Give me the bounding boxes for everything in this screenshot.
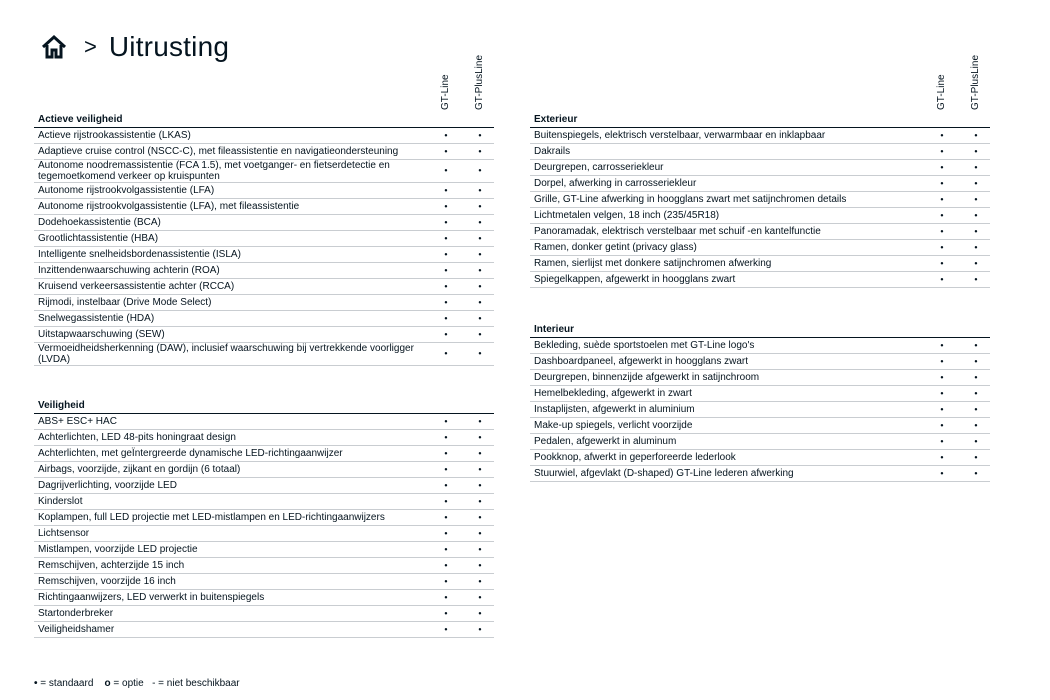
table-row: [530, 434, 990, 450]
legend: [34, 678, 240, 689]
cell-gt-line: •: [444, 165, 448, 176]
cell-gt-line: •: [940, 404, 944, 414]
row-label: Grootlichtassistentie (HBA): [38, 233, 159, 244]
column-header-gt-line: GT-Line: [440, 74, 451, 110]
table-row: [530, 338, 990, 354]
table-row: [530, 208, 990, 224]
section-veiligheid: [34, 399, 494, 638]
cell-gt-line: •: [940, 194, 944, 204]
table-row: [34, 295, 494, 311]
cell-gt-plusline: •: [974, 194, 978, 204]
cell-gt-line: •: [444, 416, 448, 426]
cell-gt-line: •: [444, 297, 448, 307]
row-label: Deurgrepen, binnenzijde afgewerkt in satijnchroom: [534, 372, 760, 383]
table-row: [530, 418, 990, 434]
table-row: [34, 160, 494, 183]
cell-gt-plusline: •: [478, 313, 482, 323]
row-label: Airbags, voorzijde, zijkant en gordijn (6 totaal): [38, 464, 241, 475]
row-label: Dodehoekassistentie (BCA): [38, 217, 161, 228]
legend-standard-text: = standaard: [37, 678, 94, 689]
cell-gt-plusline: •: [478, 592, 482, 602]
cell-gt-plusline: •: [974, 452, 978, 462]
cell-gt-plusline: •: [478, 448, 482, 458]
row-label: Ramen, sierlijst met donkere satijnchromen afwerking: [534, 258, 772, 269]
table-row: [530, 354, 990, 370]
row-label: Stuurwiel, afgevlakt (D-shaped) GT-Line lederen afwerking: [534, 468, 794, 479]
cell-gt-plusline: •: [478, 146, 482, 156]
row-label: Koplampen, full LED projectie met LED-mistlampen en LED-richtingaanwijzers: [38, 512, 385, 523]
cell-gt-line: •: [940, 178, 944, 188]
row-label: Kinderslot: [38, 496, 83, 507]
table-row: [34, 247, 494, 263]
table-row: [530, 160, 990, 176]
cell-gt-plusline: •: [974, 146, 978, 156]
legend-option-symbol: o: [104, 678, 111, 689]
cell-gt-plusline: •: [478, 624, 482, 634]
cell-gt-line: •: [444, 480, 448, 490]
row-label: Achterlichten, met geÏntergreerde dynamische LED-richtingaanwijzer: [38, 448, 343, 459]
section-title: Veiligheid: [34, 399, 494, 414]
section-actieve-veiligheid: [34, 113, 494, 366]
column-header-gt-line: GT-Line: [936, 74, 947, 110]
cell-gt-line: •: [940, 420, 944, 430]
legend-na-symbol: -: [152, 678, 156, 689]
cell-gt-line: •: [940, 162, 944, 172]
cell-gt-plusline: •: [974, 404, 978, 414]
table-row: [530, 192, 990, 208]
table-row: [530, 402, 990, 418]
cell-gt-plusline: •: [478, 130, 482, 140]
section-title: Interieur: [530, 323, 990, 338]
column-header-gt-plusline: GT-PlusLine: [474, 54, 485, 110]
table-row: [34, 574, 494, 590]
row-label: Remschijven, voorzijde 16 inch: [38, 576, 176, 587]
table-row: [34, 590, 494, 606]
row-label: Achterlichten, LED 48-pits honingraat design: [38, 432, 236, 443]
cell-gt-plusline: •: [974, 372, 978, 382]
cell-gt-line: •: [940, 210, 944, 220]
table-row: [34, 231, 494, 247]
row-label: Actieve rijstrookassistentie (LKAS): [38, 130, 191, 141]
cell-gt-line: •: [444, 432, 448, 442]
table-row: [34, 183, 494, 199]
cell-gt-plusline: •: [478, 464, 482, 474]
table-row: [530, 370, 990, 386]
cell-gt-plusline: •: [974, 274, 978, 284]
cell-gt-plusline: •: [478, 416, 482, 426]
cell-gt-line: •: [444, 624, 448, 634]
row-label: Lichtmetalen velgen, 18 inch (235/45R18): [534, 210, 720, 221]
table-row: [34, 327, 494, 343]
cell-gt-plusline: •: [478, 233, 482, 243]
cell-gt-plusline: •: [478, 265, 482, 275]
row-label: Buitenspiegels, elektrisch verstelbaar, verwarmbaar en inklapbaar: [534, 130, 826, 141]
cell-gt-line: •: [444, 265, 448, 275]
cell-gt-line: •: [940, 274, 944, 284]
row-label: Pookknop, afwerkt in geperforeerde lederlook: [534, 452, 736, 463]
row-label: Remschijven, achterzijde 15 inch: [38, 560, 185, 571]
cell-gt-plusline: •: [478, 217, 482, 227]
table-row: [34, 510, 494, 526]
cell-gt-line: •: [940, 356, 944, 366]
row-label: Instaplijsten, afgewerkt in aluminium: [534, 404, 695, 415]
cell-gt-plusline: •: [478, 480, 482, 490]
page-title: Uitrusting: [108, 31, 230, 62]
table-row: [34, 128, 494, 144]
cell-gt-line: •: [940, 242, 944, 252]
row-label: Ramen, donker getint (privacy glass): [534, 242, 697, 253]
row-label: Hemelbekleding, afgewerkt in zwart: [534, 388, 692, 399]
cell-gt-plusline: •: [478, 165, 482, 176]
row-label: Dagrijverlichting, voorzijde LED: [38, 480, 177, 491]
row-label: Adaptieve cruise control (NSCC-C), met fileassistentie en navigatieondersteuning: [38, 146, 399, 157]
cell-gt-line: •: [444, 313, 448, 323]
row-label: Dorpel, afwerking in carrosseriekleur: [534, 178, 697, 189]
breadcrumb-separator: >: [84, 34, 97, 59]
cell-gt-line: •: [444, 329, 448, 339]
section-exterieur: [530, 113, 990, 288]
cell-gt-plusline: •: [478, 432, 482, 442]
cell-gt-plusline: •: [478, 185, 482, 195]
section-title: Exterieur: [530, 113, 990, 128]
table-row: [34, 144, 494, 160]
cell-gt-line: •: [940, 468, 944, 478]
table-row: [34, 279, 494, 295]
table-row: [34, 542, 494, 558]
cell-gt-line: •: [940, 452, 944, 462]
cell-gt-line: •: [940, 388, 944, 398]
cell-gt-line: •: [940, 372, 944, 382]
table-row: [34, 430, 494, 446]
row-label: ABS+ ESC+ HAC: [38, 416, 117, 427]
row-label: Snelwegassistentie (HDA): [38, 313, 155, 324]
table-row: [34, 558, 494, 574]
table-row: [34, 311, 494, 327]
cell-gt-plusline: •: [478, 281, 482, 291]
row-label: Autonome rijstrookvolgassistentie (LFA), met fileassistentie: [38, 201, 300, 212]
table-row: [530, 272, 990, 288]
cell-gt-plusline: •: [478, 544, 482, 554]
table-row: [530, 128, 990, 144]
cell-gt-plusline: •: [974, 130, 978, 140]
cell-gt-line: •: [444, 544, 448, 554]
cell-gt-line: •: [940, 226, 944, 236]
cell-gt-plusline: •: [974, 356, 978, 366]
cell-gt-plusline: •: [974, 226, 978, 236]
table-row: [34, 343, 494, 366]
column-header-gt-plusline: GT-PlusLine: [970, 54, 981, 110]
cell-gt-line: •: [444, 130, 448, 140]
section-title: Actieve veiligheid: [34, 113, 494, 128]
table-row: [34, 526, 494, 542]
row-label: Bekleding, suède sportstoelen met GT-Line logo's: [534, 340, 755, 351]
cell-gt-plusline: •: [478, 297, 482, 307]
table-row: [530, 224, 990, 240]
cell-gt-line: •: [940, 258, 944, 268]
cell-gt-plusline: •: [974, 388, 978, 398]
row-label: Uitstapwaarschuwing (SEW): [38, 329, 165, 340]
cell-gt-line: •: [444, 464, 448, 474]
cell-gt-line: •: [444, 608, 448, 618]
table-row: [34, 606, 494, 622]
cell-gt-plusline: •: [974, 210, 978, 220]
cell-gt-line: •: [444, 281, 448, 291]
legend-na-text: = niet beschikbaar: [155, 678, 240, 689]
row-label: Vermoeidheidsherkenning (DAW), inclusief waarschuwing bij vertrekkende voorligger (LVDA): [38, 343, 414, 365]
cell-gt-plusline: •: [974, 436, 978, 446]
cell-gt-plusline: •: [478, 496, 482, 506]
row-label: Startonderbreker: [38, 608, 114, 619]
cell-gt-line: •: [444, 146, 448, 156]
row-label: Grille, GT-Line afwerking in hoogglans zwart met satijnchromen details: [534, 194, 847, 205]
legend-option-text: = optie: [110, 678, 144, 689]
cell-gt-plusline: •: [974, 420, 978, 430]
cell-gt-line: •: [940, 340, 944, 350]
cell-gt-plusline: •: [478, 576, 482, 586]
table-row: [34, 263, 494, 279]
cell-gt-plusline: •: [478, 512, 482, 522]
row-label: Autonome rijstrookvolgassistentie (LFA): [38, 185, 215, 196]
cell-gt-plusline: •: [478, 560, 482, 570]
cell-gt-plusline: •: [478, 528, 482, 538]
cell-gt-line: •: [444, 185, 448, 195]
row-label: Lichtsensor: [38, 528, 90, 539]
cell-gt-line: •: [444, 528, 448, 538]
section-interieur: [530, 323, 990, 482]
cell-gt-plusline: •: [478, 329, 482, 339]
row-label: Pedalen, afgewerkt in aluminum: [534, 436, 677, 447]
cell-gt-line: •: [444, 201, 448, 211]
table-row: [34, 494, 494, 510]
row-label: Deurgrepen, carrosseriekleur: [534, 162, 664, 173]
cell-gt-plusline: •: [974, 162, 978, 172]
row-label: Dashboardpaneel, afgewerkt in hoogglans zwart: [534, 356, 749, 367]
row-label: Rijmodi, instelbaar (Drive Mode Select): [38, 297, 212, 308]
table-row: [34, 478, 494, 494]
table-row: [530, 144, 990, 160]
cell-gt-line: •: [940, 130, 944, 140]
table-row: [530, 386, 990, 402]
cell-gt-line: •: [940, 436, 944, 446]
table-row: [530, 256, 990, 272]
row-label: Intelligente snelheidsbordenassistentie (ISLA): [38, 249, 241, 260]
cell-gt-plusline: •: [974, 178, 978, 188]
table-row: [34, 215, 494, 231]
row-label: Autonome noodremassistentie (FCA 1.5), met voetganger- en fietserdetectie en tegemoetkomend verkeer op kruispunten: [38, 160, 390, 182]
cell-gt-line: •: [444, 348, 448, 359]
cell-gt-plusline: •: [974, 242, 978, 252]
cell-gt-plusline: •: [478, 348, 482, 359]
cell-gt-plusline: •: [478, 608, 482, 618]
table-row: [34, 446, 494, 462]
cell-gt-line: •: [444, 496, 448, 506]
cell-gt-plusline: •: [974, 468, 978, 478]
cell-gt-line: •: [444, 249, 448, 259]
row-label: Kruisend verkeersassistentie achter (RCCA): [38, 281, 235, 292]
table-row: [530, 240, 990, 256]
cell-gt-line: •: [444, 217, 448, 227]
cell-gt-line: •: [444, 512, 448, 522]
cell-gt-line: •: [940, 146, 944, 156]
row-label: Inzittendenwaarschuwing achterin (ROA): [38, 265, 220, 276]
row-label: Panoramadak, elektrisch verstelbaar met schuif -en kantelfunctie: [534, 226, 821, 237]
cell-gt-plusline: •: [478, 201, 482, 211]
cell-gt-line: •: [444, 448, 448, 458]
table-row: [34, 199, 494, 215]
cell-gt-plusline: •: [974, 258, 978, 268]
cell-gt-line: •: [444, 592, 448, 602]
table-row: [530, 176, 990, 192]
row-label: Spiegelkappen, afgewerkt in hoogglans zwart: [534, 274, 736, 285]
cell-gt-line: •: [444, 560, 448, 570]
table-row: [530, 466, 990, 482]
cell-gt-plusline: •: [974, 340, 978, 350]
cell-gt-line: •: [444, 233, 448, 243]
table-row: [34, 462, 494, 478]
table-row: [34, 414, 494, 430]
row-label: Mistlampen, voorzijde LED projectie: [38, 544, 198, 555]
cell-gt-plusline: •: [478, 249, 482, 259]
home-icon[interactable]: [40, 33, 68, 61]
table-row: [34, 622, 494, 638]
table-row: [530, 450, 990, 466]
row-label: Veiligheidshamer: [38, 624, 115, 635]
row-label: Make-up spiegels, verlicht voorzijde: [534, 420, 693, 431]
page-header: [40, 30, 229, 64]
legend-standard-symbol: •: [34, 678, 38, 689]
row-label: Richtingaanwijzers, LED verwerkt in buitenspiegels: [38, 592, 265, 603]
row-label: Dakrails: [534, 146, 571, 157]
cell-gt-line: •: [444, 576, 448, 586]
